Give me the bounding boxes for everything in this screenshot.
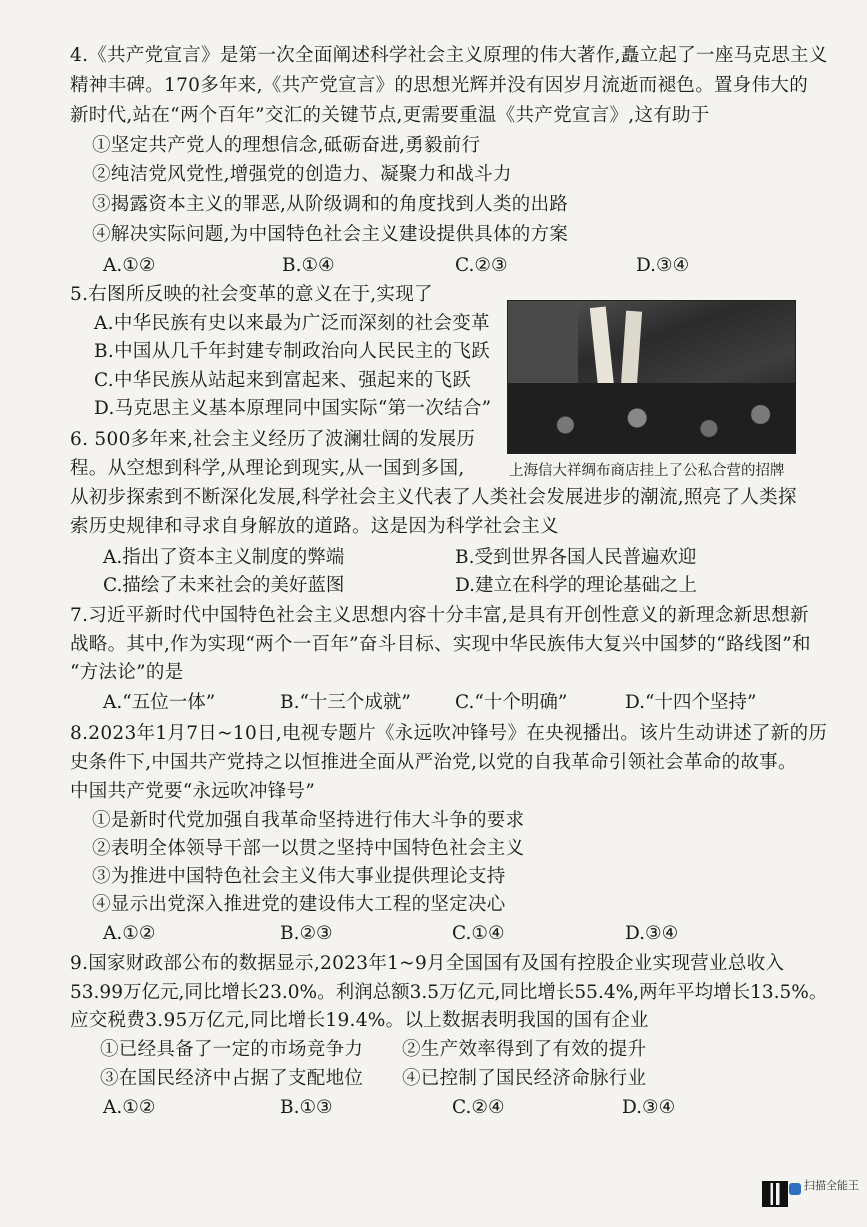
q8-item-3: ③为推进中国特色社会主义伟大事业提供理论支持 (92, 866, 506, 887)
q6-stem-line-4: 索历史规律和寻求自身解放的道路。这是因为科学社会主义 (70, 516, 559, 537)
q7-stem-line-1: 7.习近平新时代中国特色社会主义思想内容十分丰富,是具有开创性意义的新理念新思想新 (70, 605, 809, 626)
public-private-merger-photo (507, 300, 796, 454)
photo-caption: 上海信大祥绸布商店挂上了公私合营的招牌 (509, 463, 785, 479)
q7-option-b: B.“十三个成就” (280, 692, 411, 713)
scanner-app-label: 扫描全能王 (804, 1179, 859, 1192)
q6-option-c: C.描绘了未来社会的美好蓝图 (103, 575, 345, 596)
q8-option-d: D.③④ (625, 923, 679, 944)
q6-option-b: B.受到世界各国人民普遍欢迎 (455, 547, 697, 568)
q9-item-2: ②生产效率得到了有效的提升 (402, 1039, 647, 1060)
q9-item-3: ③在国民经济中占据了支配地位 (100, 1068, 364, 1089)
q5-option-c: C.中华民族从站起来到富起来、强起来的飞跃 (94, 370, 472, 391)
q8-option-c: C.①④ (452, 923, 505, 944)
q8-option-a: A.①② (103, 923, 156, 944)
q4-stem-line-2: 精神丰碑。170多年来,《共产党宣言》的思想光辉并没有因岁月流逝而褪色。置身伟大的 (70, 75, 808, 96)
q9-stem-line-2: 53.99万亿元,同比增长23.0%。利润总额3.5万亿元,同比增长55.4%,两年平均增长13.5%。 (70, 982, 828, 1003)
q9-option-b: B.①③ (280, 1097, 333, 1118)
q5-stem: 5.右图所反映的社会变革的意义在于,实现了 (70, 284, 433, 305)
q9-item-1: ①已经具备了一定的市场竞争力 (100, 1039, 364, 1060)
q6-stem-line-3: 从初步探索到不断深化发展,科学社会主义代表了人类社会发展进步的潮流,照亮了人类探 (70, 487, 797, 508)
q9-stem-line-1: 9.国家财政部公布的数据显示,2023年1~9月全国国有及国有控股企业实现营业总收入 (70, 953, 785, 974)
q8-stem-line-2: 史条件下,中国共产党持之以恒推进全面从严治党,以党的自我革命引领社会革命的故事。 (70, 752, 797, 773)
q7-option-c: C.“十个明确” (455, 692, 568, 713)
q5-option-d: D.马克思主义基本原理同中国实际“第一次结合” (94, 398, 492, 419)
q6-stem-line-1: 6. 500多年来,社会主义经历了波澜壮阔的发展历 (70, 429, 476, 450)
q9-option-d: D.③④ (622, 1097, 676, 1118)
q4-item-2: ②纯洁党风党性,增强党的创造力、凝聚力和战斗力 (92, 164, 512, 185)
q9-option-c: C.②④ (452, 1097, 505, 1118)
qr-code-icon (762, 1181, 788, 1207)
q4-stem-line-1: 4.《共产党宣言》是第一次全面阐述科学社会主义原理的伟大著作,矗立起了一座马克思主义 (70, 45, 828, 66)
q8-item-1: ①是新时代党加强自我革命坚持进行伟大斗争的要求 (92, 810, 525, 831)
q6-option-a: A.指出了资本主义制度的弊端 (103, 547, 345, 568)
q4-option-b: B.①④ (282, 255, 335, 276)
q9-stem-line-3: 应交税费3.95万亿元,同比增长19.4%。以上数据表明我国的国有企业 (70, 1010, 649, 1031)
q8-option-b: B.②③ (280, 923, 333, 944)
q7-stem-line-2: 战略。其中,作为实现“两个一百年”奋斗目标、实现中华民族伟大复兴中国梦的“路线图”和 (70, 634, 811, 655)
q6-option-d: D.建立在科学的理论基础之上 (455, 575, 698, 596)
q4-option-d: D.③④ (636, 255, 690, 276)
q4-option-c: C.②③ (455, 255, 508, 276)
q5-option-a: A.中华民族有史以来最为广泛而深刻的社会变革 (94, 313, 490, 334)
q9-item-4: ④已控制了国民经济命脉行业 (402, 1068, 647, 1089)
q8-stem-line-3: 中国共产党要“永远吹冲锋号” (70, 781, 316, 802)
q4-stem-line-3: 新时代,站在“两个百年”交汇的关键节点,更需要重温《共产党宣言》,这有助于 (70, 105, 710, 126)
q7-option-a: A.“五位一体” (103, 692, 216, 713)
q7-option-d: D.“十四个坚持” (625, 692, 757, 713)
scanner-app-icon (789, 1183, 801, 1195)
q8-item-2: ②表明全体领导干部一以贯之坚持中国特色社会主义 (92, 838, 525, 859)
q4-item-4: ④解决实际问题,为中国特色社会主义建设提供具体的方案 (92, 224, 569, 245)
q4-option-a: A.①② (103, 255, 156, 276)
q8-item-4: ④显示出党深入推进党的建设伟大工程的坚定决心 (92, 894, 506, 915)
q5-option-b: B.中国从几千年封建专制政治向人民民主的飞跃 (94, 341, 491, 362)
q9-option-a: A.①② (103, 1097, 156, 1118)
q7-stem-line-3: “方法论”的是 (70, 662, 184, 683)
q4-item-1: ①坚定共产党人的理想信念,砥砺奋进,勇毅前行 (92, 135, 481, 156)
q6-stem-line-2: 程。从空想到科学,从理论到现实,从一国到多国, (70, 458, 465, 479)
q4-item-3: ③揭露资本主义的罪恶,从阶级调和的角度找到人类的出路 (92, 194, 569, 215)
q8-stem-line-1: 8.2023年1月7日~10日,电视专题片《永远吹冲锋号》在央视播出。该片生动讲述了新的历 (70, 723, 828, 744)
